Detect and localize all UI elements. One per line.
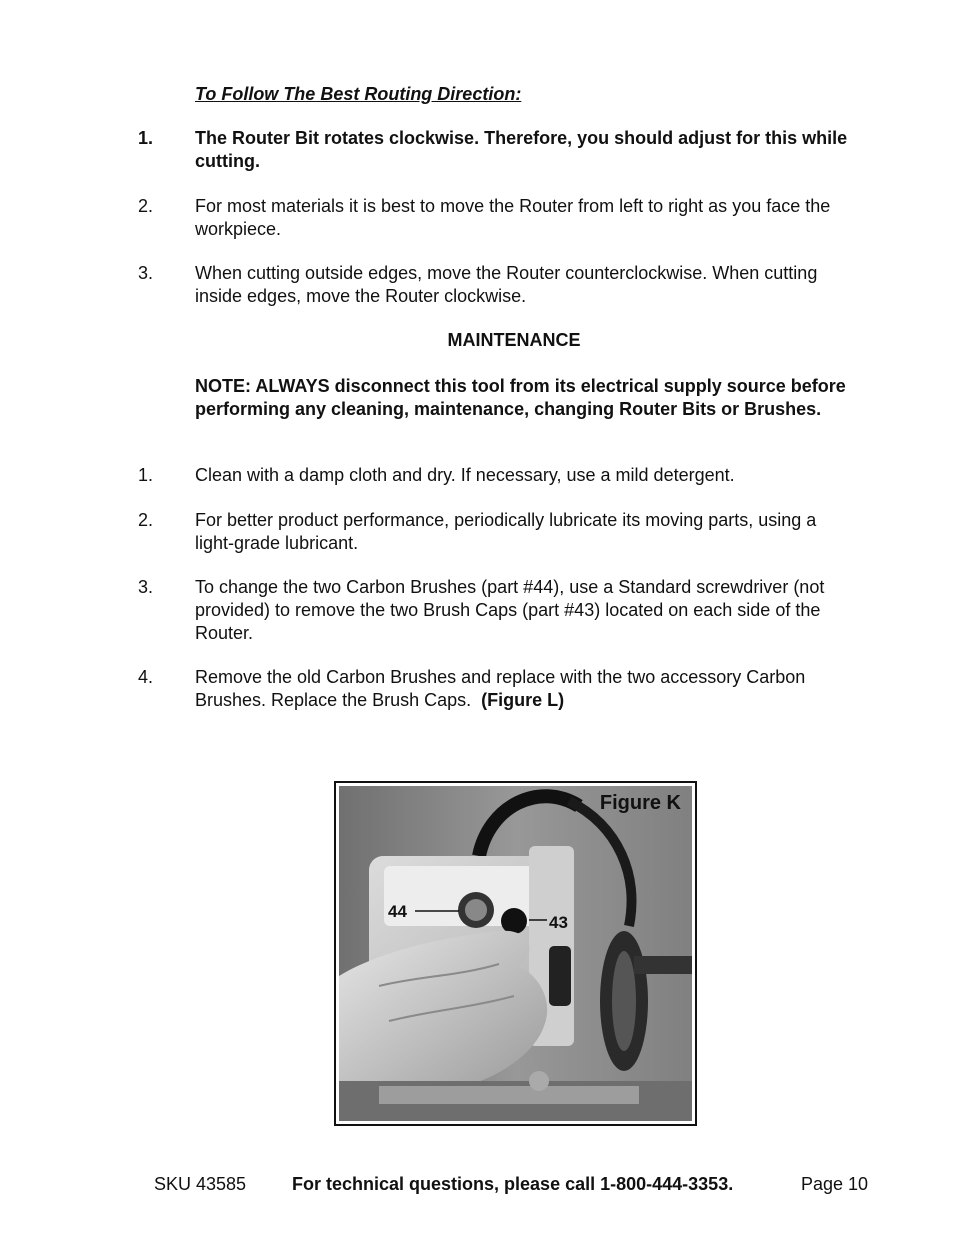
step-number: 2.: [138, 196, 154, 216]
step-number: 1.: [138, 465, 154, 485]
step-text: The Router Bit rotates clockwise. Therefore, you should adjust for this while cutting.: [195, 128, 848, 171]
safety-note: NOTE: ALWAYS disconnect this tool from its electrical supply source before performing any cleaning, maintenance, changing Router Bits or Brushes.: [195, 376, 846, 419]
callout-brush-44: 44: [388, 902, 407, 921]
step-text: [195, 666, 860, 712]
step-text-body: Remove the old Carbon Brushes and replace with the two accessory Carbon Brushes. Replace the Brush Caps.: [195, 667, 806, 710]
footer-page-number: Page 10: [801, 1174, 869, 1194]
figure-label: Figure K: [599, 792, 681, 814]
figure-reference: (Figure L): [481, 690, 565, 710]
step-text: To change the two Carbon Brushes (part #44), use a Standard screwdriver (not provided) to remove the two Brush Caps (part #43) located on each side of the Router.: [195, 577, 825, 643]
router-photo-illustration: [339, 786, 692, 1121]
step-text: When cutting outside edges, move the Router counterclockwise. When cutting inside edges, move the Router clockwise.: [195, 263, 818, 306]
router-photo: [339, 786, 692, 1121]
step-text: For most materials it is best to move the Router from left to right as you face the workpiece.: [195, 196, 831, 239]
maintenance-title: MAINTENANCE: [447, 330, 581, 350]
figure-k: [334, 781, 697, 1126]
footer-support: For technical questions, please call 1-800-444-3353.: [292, 1174, 734, 1194]
callout-cap-43: 43: [549, 913, 568, 932]
step-number: 3.: [138, 263, 154, 283]
step-text: Clean with a damp cloth and dry. If necessary, use a mild detergent.: [195, 465, 735, 485]
step-number: 3.: [138, 577, 154, 597]
step-text: For better product performance, periodically lubricate its moving parts, using a light-grade lubricant.: [195, 510, 817, 553]
footer-sku: SKU 43585: [154, 1174, 247, 1194]
step-number: 1.: [138, 128, 154, 148]
section-heading: To Follow The Best Routing Direction:: [195, 84, 522, 104]
step-number: 2.: [138, 510, 154, 530]
step-number: 4.: [138, 667, 154, 687]
